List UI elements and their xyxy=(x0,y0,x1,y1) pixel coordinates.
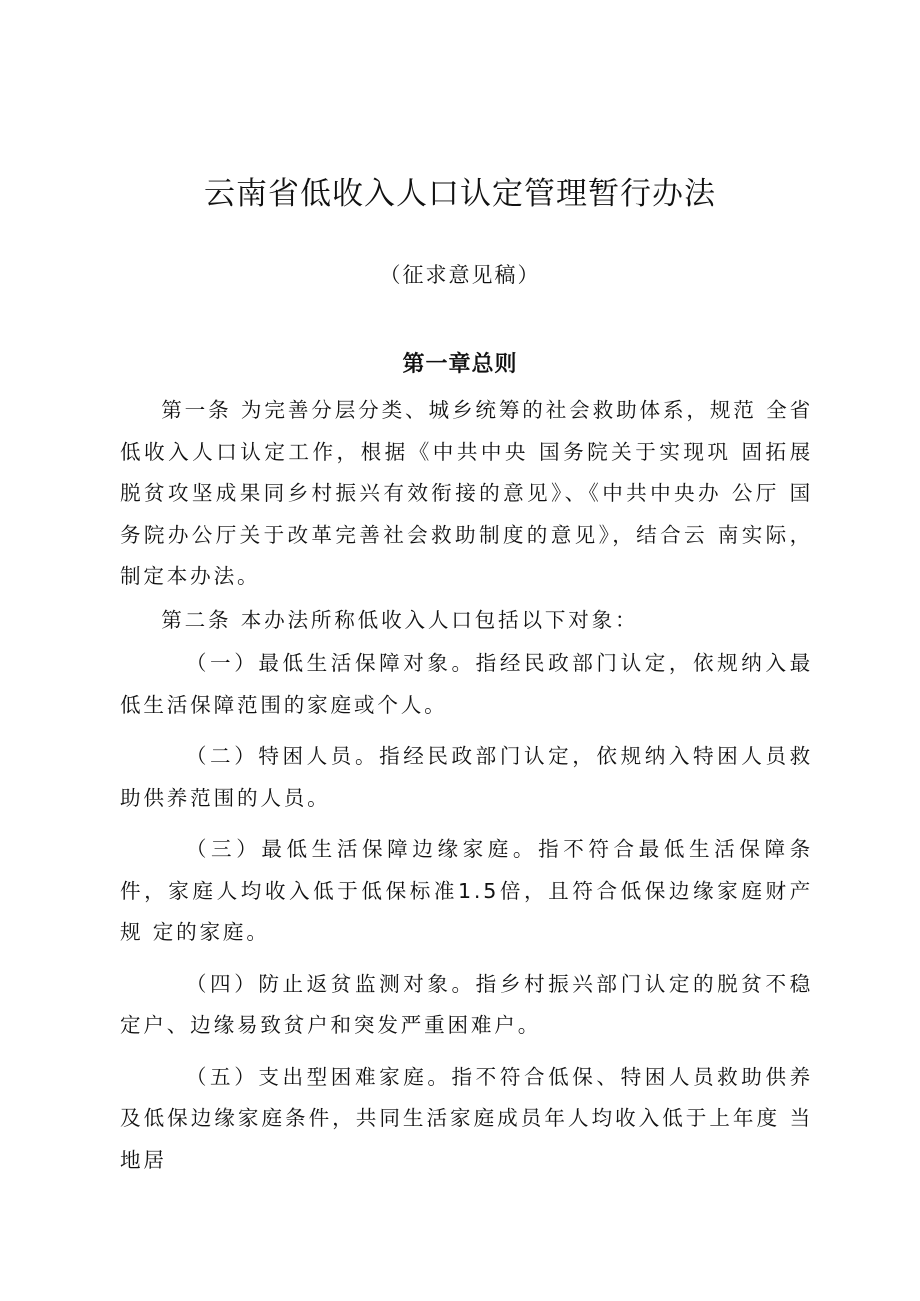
article-1-paragraph: 第一条 为完善分层分类、城乡统筹的社会救助体系，规范 全省低收入人口认定工作，根据《中共中央 国务院关于实现巩 固拓展脱贫攻坚成果同乡村振兴有效衔接的意见》、《中共中央办 公厅 国务院办公厅关于改革完善社会救助制度的意见》，结合云 南实际，制定本办法。 xyxy=(120,398,813,588)
document-title: 云南省低收入人口认定管理暂行办法 xyxy=(204,176,716,212)
list-item-3-paragraph: （三）最低生活保障边缘家庭。指不符合最低生活保障条件，家庭人均收入低于低保标准1.5倍，且符合低保边缘家庭财产规 定的家庭。 xyxy=(120,837,813,944)
list-item-2-paragraph: （二）特困人员。指经民政部门认定，依规纳入特困人员救 助供养范围的人员。 xyxy=(120,744,813,810)
article-2-paragraph: 第二条 本办法所称低收入人口包括以下对象： xyxy=(161,607,639,632)
document-subtitle: （征求意见稿） xyxy=(379,263,541,287)
chapter-heading: 第一章总则 xyxy=(402,352,518,377)
document-body xyxy=(120,390,813,1181)
list-item-5-paragraph: （五）支出型困难家庭。指不符合低保、特困人员救助供养 及低保边缘家庭条件，共同生活家庭成员年人均收入低于上年度 当地居 xyxy=(120,1064,813,1172)
list-item-1-paragraph: （一）最低生活保障对象。指经民政部门认定，依规纳入最 低生活保障范围的家庭或个人。 xyxy=(120,651,813,717)
list-item-4-paragraph: （四）防止返贫监测对象。指乡村振兴部门认定的脱贫不稳 定户、边缘易致贫户和突发严重困难户。 xyxy=(120,971,813,1037)
